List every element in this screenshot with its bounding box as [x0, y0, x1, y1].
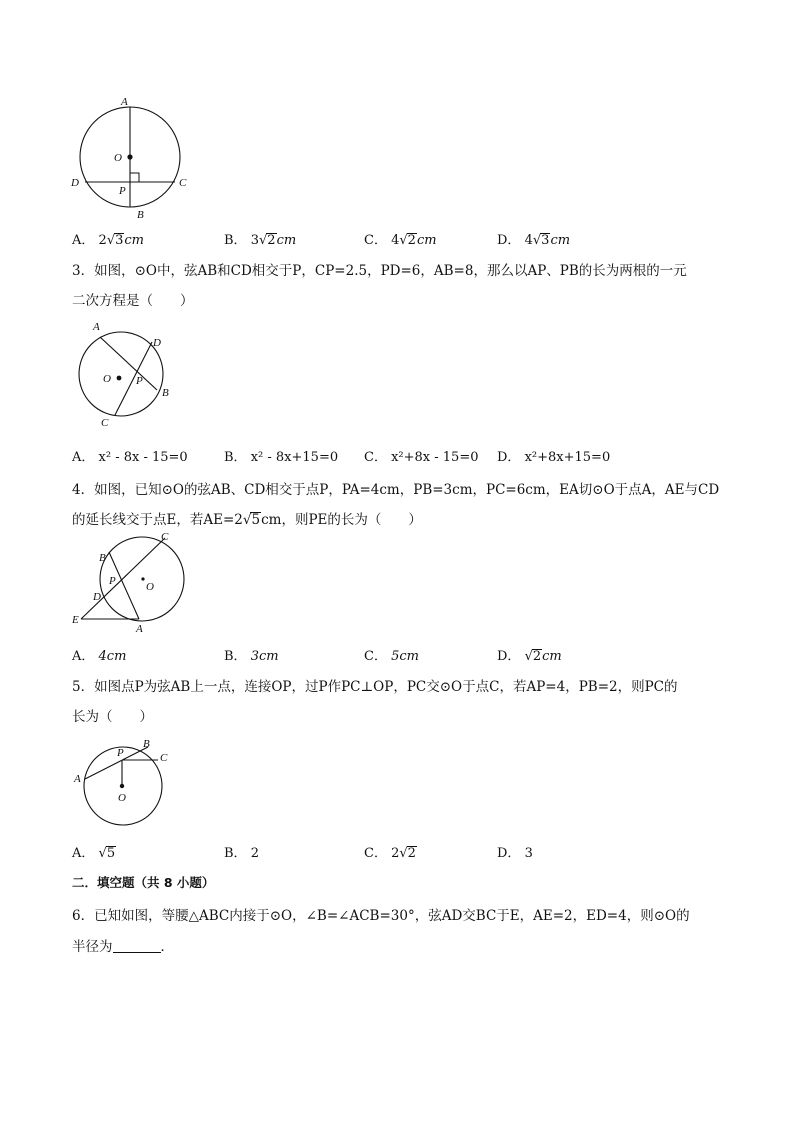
q2-option-d: D． 4√3cm — [497, 233, 571, 248]
q5-stem-line-1: 5．如图点P为弦AB上一点，连接OP，过P作PC⊥OP，PC交⊙O于点C，若AP=4，PB=2，则PC的 — [72, 679, 678, 695]
q3-option-c: C． x²+8x - 15=0 — [364, 450, 479, 465]
q5-center-dot — [120, 784, 124, 788]
q4-label-o: O — [146, 581, 154, 593]
q2-option-c: C． 4√2cm — [364, 233, 437, 248]
q4-center-dot — [141, 577, 144, 580]
q3-center-dot — [117, 376, 122, 381]
q2-label-c: C — [179, 177, 187, 189]
q2-option-a: A． 2√3cm — [72, 233, 144, 248]
q4-option-d: D． √2cm — [497, 649, 562, 664]
q4-label-a: A — [136, 623, 143, 635]
q4-stem-line-1: 4．如图，已知⊙O的弦AB、CD相交于点P，PA=4cm，PB=3cm，PC=6cm，EA切⊙O于点A，AE与CD — [72, 482, 720, 498]
q3-label-p: P — [136, 375, 143, 387]
q3-label-d: D — [153, 337, 161, 349]
q4-label-d: D — [93, 591, 101, 603]
q4-label-e: E — [72, 614, 79, 626]
q4-line-ec — [81, 538, 165, 619]
q3-label-a: A — [93, 321, 100, 333]
q3-option-b: B． x² - 8x+15=0 — [224, 450, 339, 465]
q4-figure — [66, 530, 196, 638]
q4-option-a: A． 4cm — [72, 649, 127, 664]
q3-option-a: A． x² - 8x - 15=0 — [72, 450, 188, 465]
q5-label-a: A — [74, 773, 81, 785]
q4-label-p: P — [109, 575, 116, 587]
q5-option-b: B． 2 — [224, 846, 259, 861]
q5-figure — [66, 734, 186, 828]
q5-option-c: C． 2√2 — [364, 846, 416, 861]
q4-stem-line-2: 的延长线交于点E，若AE=2√5cm，则PE的长为（ ） — [72, 512, 422, 528]
q2-label-a: A — [121, 96, 128, 108]
q2-option-b: B． 3√2cm — [224, 233, 297, 248]
q3-stem-line-1: 3．如图，⊙O中，弦AB和CD相交于P，CP=2.5，PD=6，AB=8，那么以AP、PB的长为两根的一元 — [72, 263, 687, 279]
q5-label-b: B — [143, 738, 150, 750]
q5-option-d: D． 3 — [497, 846, 533, 861]
q3-label-b: B — [162, 387, 169, 399]
q2-figure — [66, 94, 196, 222]
q6-stem-line-1: 6．已知如图，等腰△ABC内接于⊙O，∠B=∠ACB=30°，弦AD交BC于E，AE=2，ED=4，则⊙O的 — [72, 908, 690, 924]
q5-label-p: P — [117, 747, 124, 759]
q2-label-o: O — [114, 152, 122, 164]
q2-center-dot — [127, 154, 132, 159]
q4-option-b: B． 3cm — [224, 649, 279, 664]
q4-label-c: C — [161, 531, 169, 543]
q2-label-d: D — [71, 177, 79, 189]
q4-option-c: C． 5cm — [364, 649, 419, 664]
q5-label-c: C — [160, 752, 168, 764]
q3-option-d: D． x²+8x+15=0 — [497, 450, 611, 465]
q6-answer-blank[interactable] — [113, 940, 161, 953]
q3-stem-line-2: 二次方程是（ ） — [72, 293, 194, 309]
section-title-fill-in: 二．填空题（共 8 小题） — [72, 875, 215, 890]
q2-label-p: P — [119, 185, 126, 197]
q3-label-c: C — [101, 417, 109, 429]
q5-stem-line-2: 长为（ ） — [72, 709, 153, 725]
q4-label-b: B — [99, 552, 106, 564]
q3-figure — [66, 318, 186, 430]
q5-option-a: A． √5 — [72, 846, 116, 861]
q2-right-angle-mark — [130, 173, 139, 182]
q2-label-b: B — [137, 209, 144, 221]
q5-label-o: O — [118, 792, 126, 804]
q6-stem-line-2: 半径为 ． — [72, 939, 174, 955]
q3-label-o: O — [103, 373, 111, 385]
